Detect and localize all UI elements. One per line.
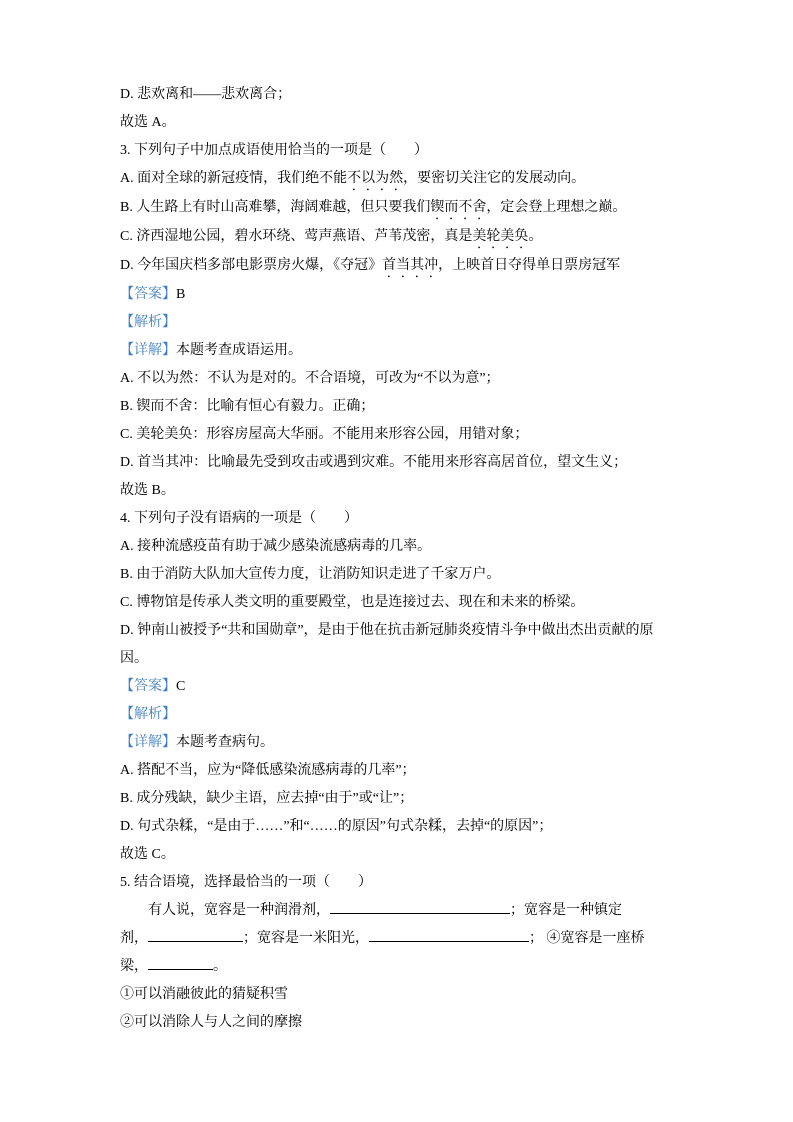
text-segment: 。 bbox=[213, 959, 227, 974]
question-5-stem bbox=[120, 869, 675, 897]
q5-passage-line1 bbox=[120, 897, 675, 925]
text-segment: ，上映首日夺得单日票房冠军 bbox=[438, 258, 621, 273]
q5-passage-line2 bbox=[120, 925, 675, 953]
text-segment: D. 首当其冲：比喻最先受到攻击或遇到灾难。不能用来形容高居首位，望文生义； bbox=[120, 455, 628, 470]
q3-explain-d bbox=[120, 449, 675, 477]
q3-conclusion bbox=[120, 477, 675, 505]
text-segment: 本题考查成语运用。 bbox=[176, 343, 302, 358]
q4-explanation-intro bbox=[120, 729, 675, 757]
text-segment: ；宽容是一种镇定 bbox=[510, 903, 622, 918]
q3-answer bbox=[120, 281, 675, 309]
text-segment: 因。 bbox=[120, 651, 148, 666]
emphasized-idiom: 美轮美奂 bbox=[472, 229, 529, 244]
emphasized-idiom: 锲而不舍 bbox=[430, 200, 487, 215]
text-segment: 3. 下列句子中加点成语使用恰当的一项是（ ） bbox=[120, 143, 428, 158]
text-segment: B. 由于消防大队加大宣传力度，让消防知识走进了千家万户。 bbox=[120, 567, 501, 582]
text-segment: ①可以消融彼此的猜疑积雪 bbox=[120, 987, 288, 1002]
q3-option-d bbox=[120, 252, 675, 281]
text-segment: ②可以消除人与人之间的摩擦 bbox=[120, 1015, 302, 1030]
q4-conclusion bbox=[120, 841, 675, 869]
emphasized-idiom: 不以为然 bbox=[347, 171, 404, 186]
prev-question-conclusion bbox=[120, 109, 675, 137]
text-segment: A. 接种流感疫苗有助于减少感染流感病毒的几率。 bbox=[120, 539, 432, 554]
accent-label: 【详解】 bbox=[120, 735, 176, 750]
text-segment: B. 人生路上有时山高难攀，海阔难越，但只要我们 bbox=[120, 200, 431, 215]
text-segment: 故选 A。 bbox=[120, 115, 176, 130]
q3-explain-b bbox=[120, 393, 675, 421]
accent-label: 【详解】 bbox=[120, 343, 176, 358]
text-segment: C. 美轮美奂：形容房屋高大华丽。不能用来形容公园，用错对象； bbox=[120, 427, 529, 442]
text-segment: 剂， bbox=[120, 931, 148, 946]
q4-explain-a bbox=[120, 757, 675, 785]
text-segment: C bbox=[176, 679, 186, 694]
q4-explain-b bbox=[120, 785, 675, 813]
q4-explain-d bbox=[120, 813, 675, 841]
text-segment: B bbox=[176, 287, 186, 302]
q3-option-a bbox=[120, 165, 675, 194]
text-segment: 4. 下列句子没有语病的一项是（ ） bbox=[120, 511, 358, 526]
blank-underline bbox=[148, 928, 243, 942]
text-segment: B. 锲而不舍：比喻有恒心有毅力。正确； bbox=[120, 399, 375, 414]
text-segment: 梁， bbox=[120, 959, 148, 974]
q3-option-c bbox=[120, 223, 675, 252]
text-segment: C. 济西湿地公园，碧水环绕、莺声燕语、芦苇茂密，真是 bbox=[120, 229, 473, 244]
q4-option-d-line1 bbox=[120, 617, 675, 645]
text-segment: 故选 B。 bbox=[120, 483, 175, 498]
q5-choice-2 bbox=[120, 1009, 675, 1037]
question-4-stem bbox=[120, 505, 675, 533]
text-segment: A. 面对全球的新冠疫情，我们绝不能 bbox=[120, 171, 348, 186]
q4-option-d-line2 bbox=[120, 645, 675, 673]
q3-analysis-label bbox=[120, 309, 675, 337]
text-segment: C. 博物馆是传承人类文明的重要殿堂，也是连接过去、现在和未来的桥梁。 bbox=[120, 595, 585, 610]
accent-label: 【解析】 bbox=[120, 707, 176, 722]
question-3-stem bbox=[120, 137, 675, 165]
text-segment: ，定会登上理想之巅。 bbox=[486, 200, 627, 215]
accent-label: 【答案】 bbox=[120, 679, 176, 694]
text-segment: 有人说，宽容是一种润滑剂， bbox=[148, 903, 330, 918]
blank-underline bbox=[330, 900, 510, 914]
text-segment: ；宽容是一米阳光， bbox=[243, 931, 369, 946]
q4-analysis-label bbox=[120, 701, 675, 729]
blank-underline bbox=[148, 956, 213, 970]
text-segment: ； ④宽容是一座桥 bbox=[529, 931, 645, 946]
text-segment: 故选 C。 bbox=[120, 847, 175, 862]
q4-answer bbox=[120, 673, 675, 701]
q5-passage-line3 bbox=[120, 953, 675, 981]
text-segment: ，要密切关注它的发展动向。 bbox=[403, 171, 586, 186]
text-segment: 。 bbox=[528, 229, 543, 244]
q3-explain-c bbox=[120, 421, 675, 449]
text-segment: D. 今年国庆档多部电影票房火爆，《夺冠》 bbox=[120, 258, 383, 273]
q3-option-b bbox=[120, 194, 675, 223]
prev-question-option-d bbox=[120, 81, 675, 109]
text-segment: D. 钟南山被授予“共和国勋章”，是由于他在抗击新冠肺炎疫情斗争中做出杰出贡献的原 bbox=[120, 623, 654, 638]
text-segment: B. 成分残缺，缺少主语，应去掉“由于”或“让”； bbox=[120, 791, 414, 806]
q4-option-c bbox=[120, 589, 675, 617]
accent-label: 【答案】 bbox=[120, 287, 176, 302]
q3-explain-a bbox=[120, 365, 675, 393]
q4-option-a bbox=[120, 533, 675, 561]
text-segment: A. 不以为然：不认为是对的。不合语境，可改为“不以为意”； bbox=[120, 371, 500, 386]
q5-choice-1 bbox=[120, 981, 675, 1009]
text-segment: 本题考查病句。 bbox=[176, 735, 274, 750]
text-segment: D. 悲欢离和——悲欢离合； bbox=[120, 87, 292, 102]
accent-label: 【解析】 bbox=[120, 315, 176, 330]
text-segment: A. 搭配不当，应为“降低感染流感病毒的几率”； bbox=[120, 763, 416, 778]
text-segment: 5. 结合语境，选择最恰当的一项（ ） bbox=[120, 875, 372, 890]
text-segment: D. 句式杂糅，“是由于……”和“……的原因”句式杂糅，去掉“的原因”； bbox=[120, 819, 553, 834]
blank-underline bbox=[369, 928, 529, 942]
emphasized-idiom: 首当其冲 bbox=[382, 258, 439, 273]
q3-explanation-intro bbox=[120, 337, 675, 365]
q4-option-b bbox=[120, 561, 675, 589]
document-body bbox=[120, 81, 675, 1037]
